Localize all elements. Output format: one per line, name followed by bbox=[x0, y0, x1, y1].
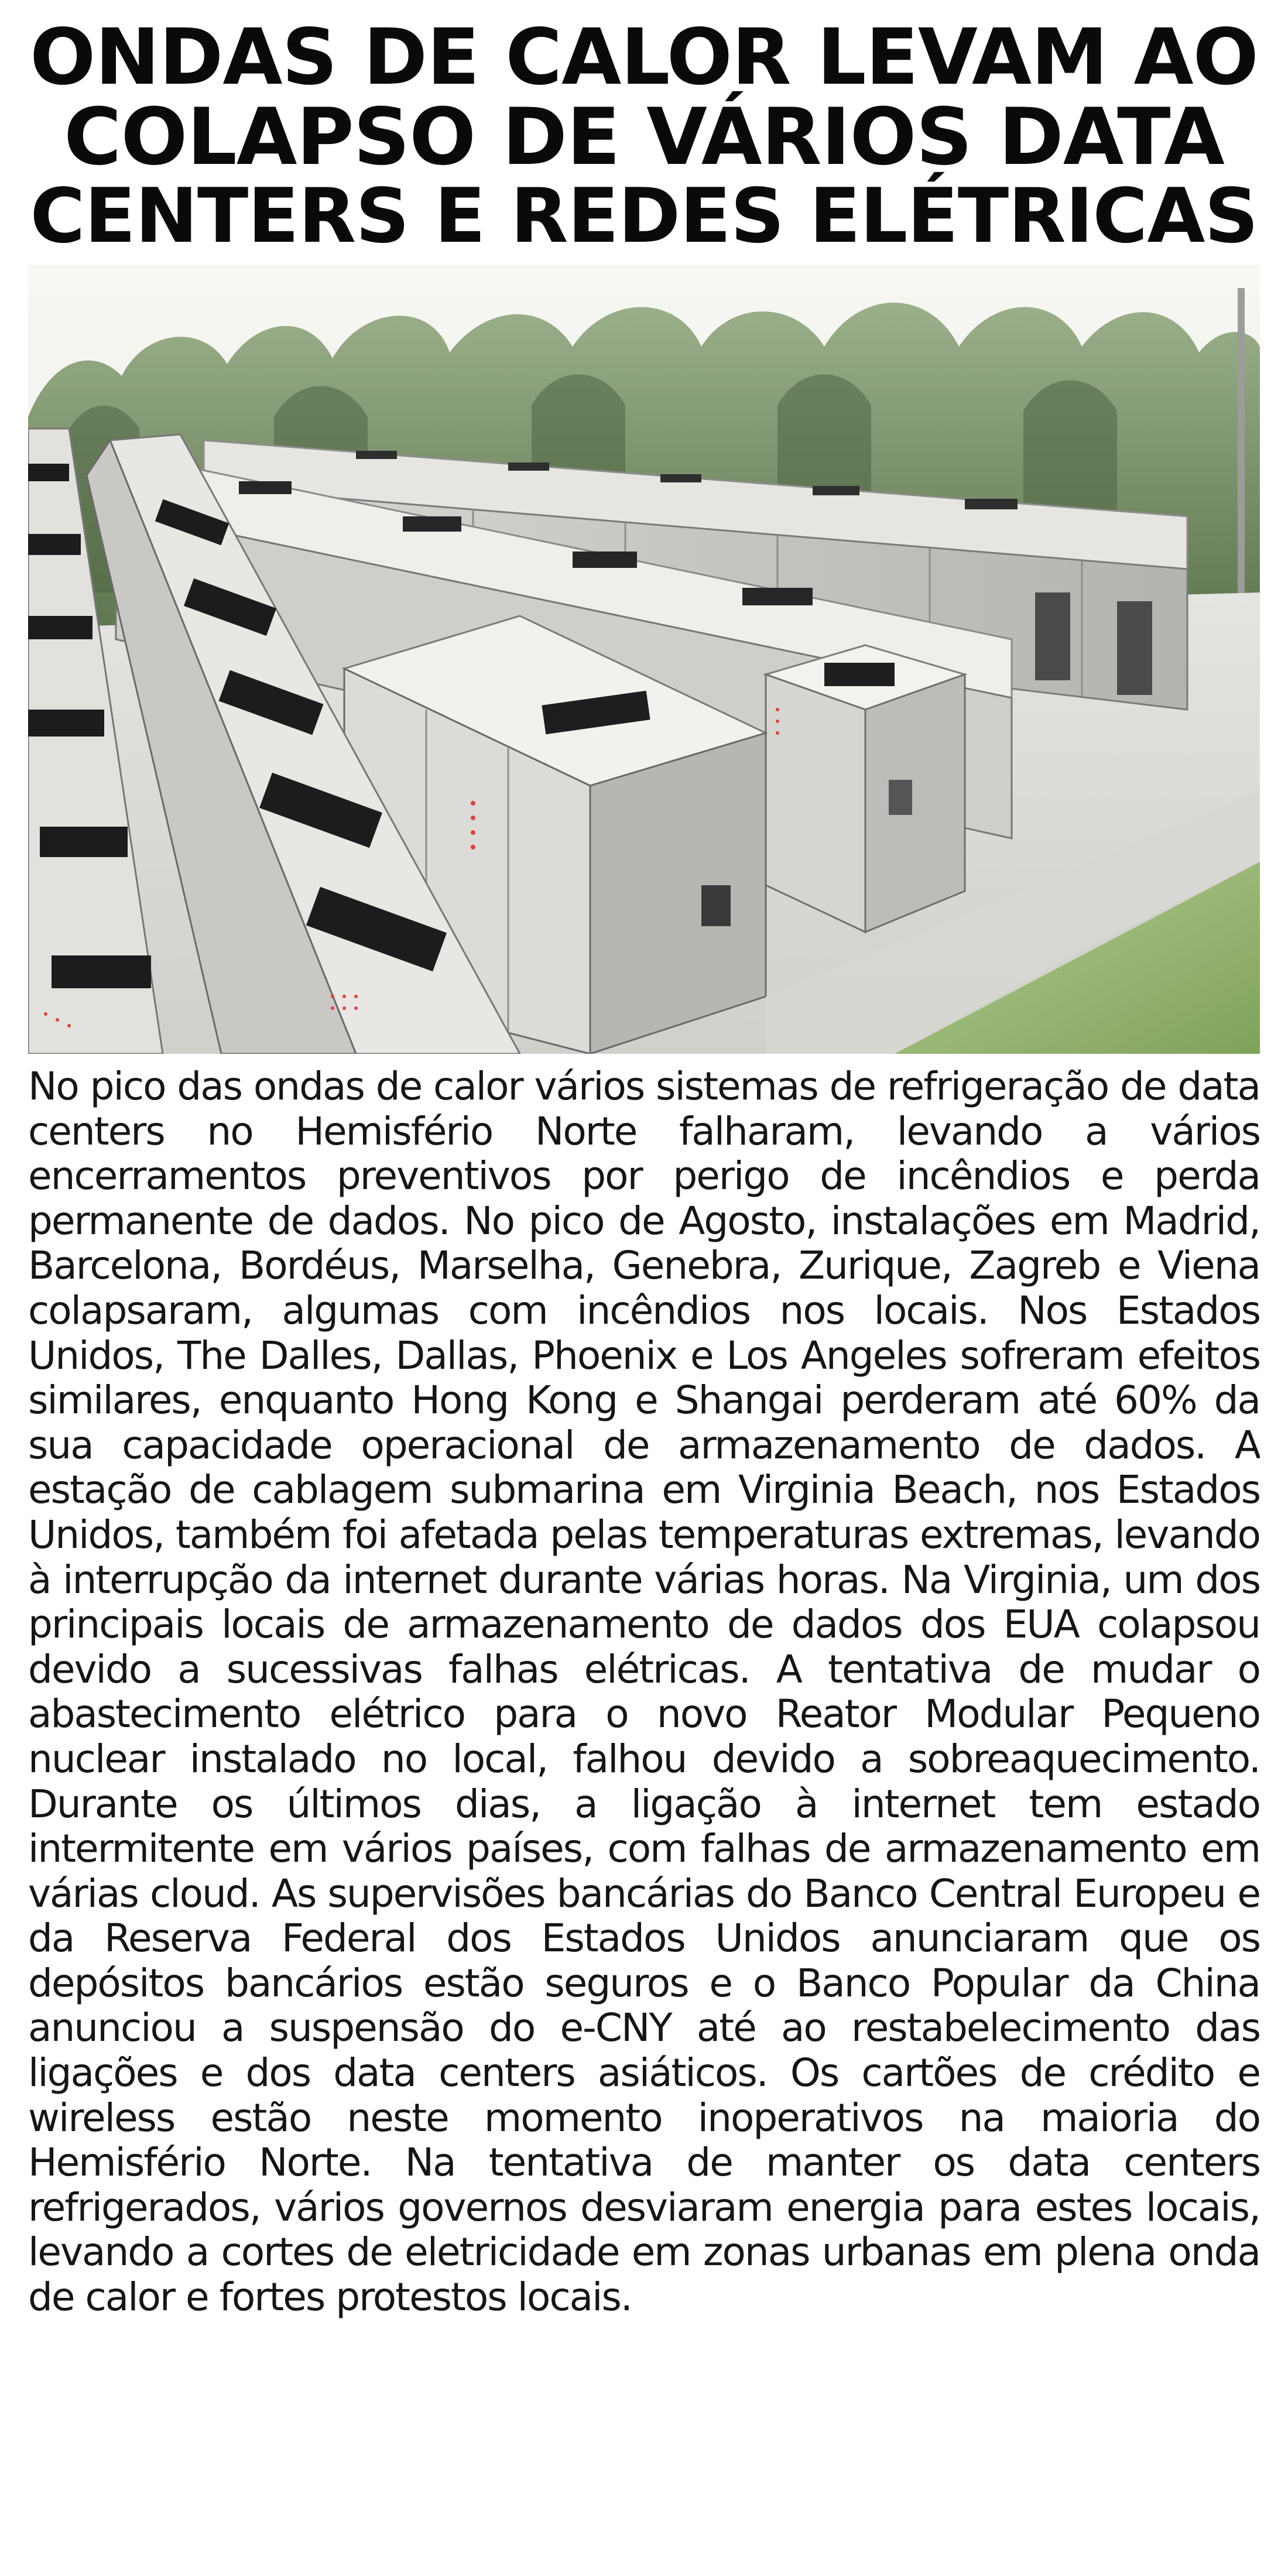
data-center-illustration bbox=[28, 265, 1260, 1054]
data-center-illustration-icon bbox=[28, 265, 1260, 1054]
headline-line-2: COLAPSO DE VÁRIOS DATA bbox=[64, 91, 1224, 183]
cube-module bbox=[766, 645, 965, 932]
headline bbox=[28, 12, 1260, 260]
headline-line-3: CENTERS E REDES ELÉTRICAS bbox=[30, 173, 1258, 260]
article-body: No pico das ondas de calor vários sistemas de refrigeração de data centers no Hemisfério Norte falharam, levando a vários encerramentos preventivos por perigo de incêndios e perda permanente de dados. No pico de Agosto, instalações em Madrid, Barcelona, Bordéus, Marselha, Genebra, Zurique, Zagreb e Viena colapsaram, algumas com incêndios nos locais. Nos Estados Unidos, The Dalles, Dallas, Phoenix e Los Angeles sofreram efeitos similares, enquanto Hong Kong e Shangai perderam até 60% da sua capacidade operacional de armazenamento de dados. A estação de cablagem submarina em Virginia Beach, nos Estados Unidos, também foi afetada pelas temperaturas extremas, levando à interrupção da internet durante várias horas. Na Virginia, um dos principais locais de armazenamento de dados dos EUA colapsou devido a sucessivas falhas elétricas. A tentativa de mudar o abastecimento elétrico para o novo Reator Modular Pequeno nuclear instalado no local, falhou devido a sobreaquecimento. Durante os últimos dias, a ligação à internet tem estado intermitente em vários países, com falhas de armazenamento em várias cloud. As supervisões bancárias do Banco Central Europeu e da Reserva Federal dos Estados Unidos anunciaram que os depósitos bancários estão seguros e o Banco Popular da China anunciou a suspensão do e-CNY até ao restabelecimento das ligações e dos data centers asiáticos. Os cartões de crédito e wireless estão neste momento inoperativos na maioria do Hemisfério Norte. Na tentativa de manter os data centers refrigerados, vários governos desviaram energia para estes locais, levando a cortes de eletricidade em zonas urbanas em plena onda de calor e fortes protestos locais. bbox=[28, 1064, 1260, 2320]
headline-line-1: ONDAS DE CALOR LEVAM AO bbox=[30, 12, 1258, 102]
